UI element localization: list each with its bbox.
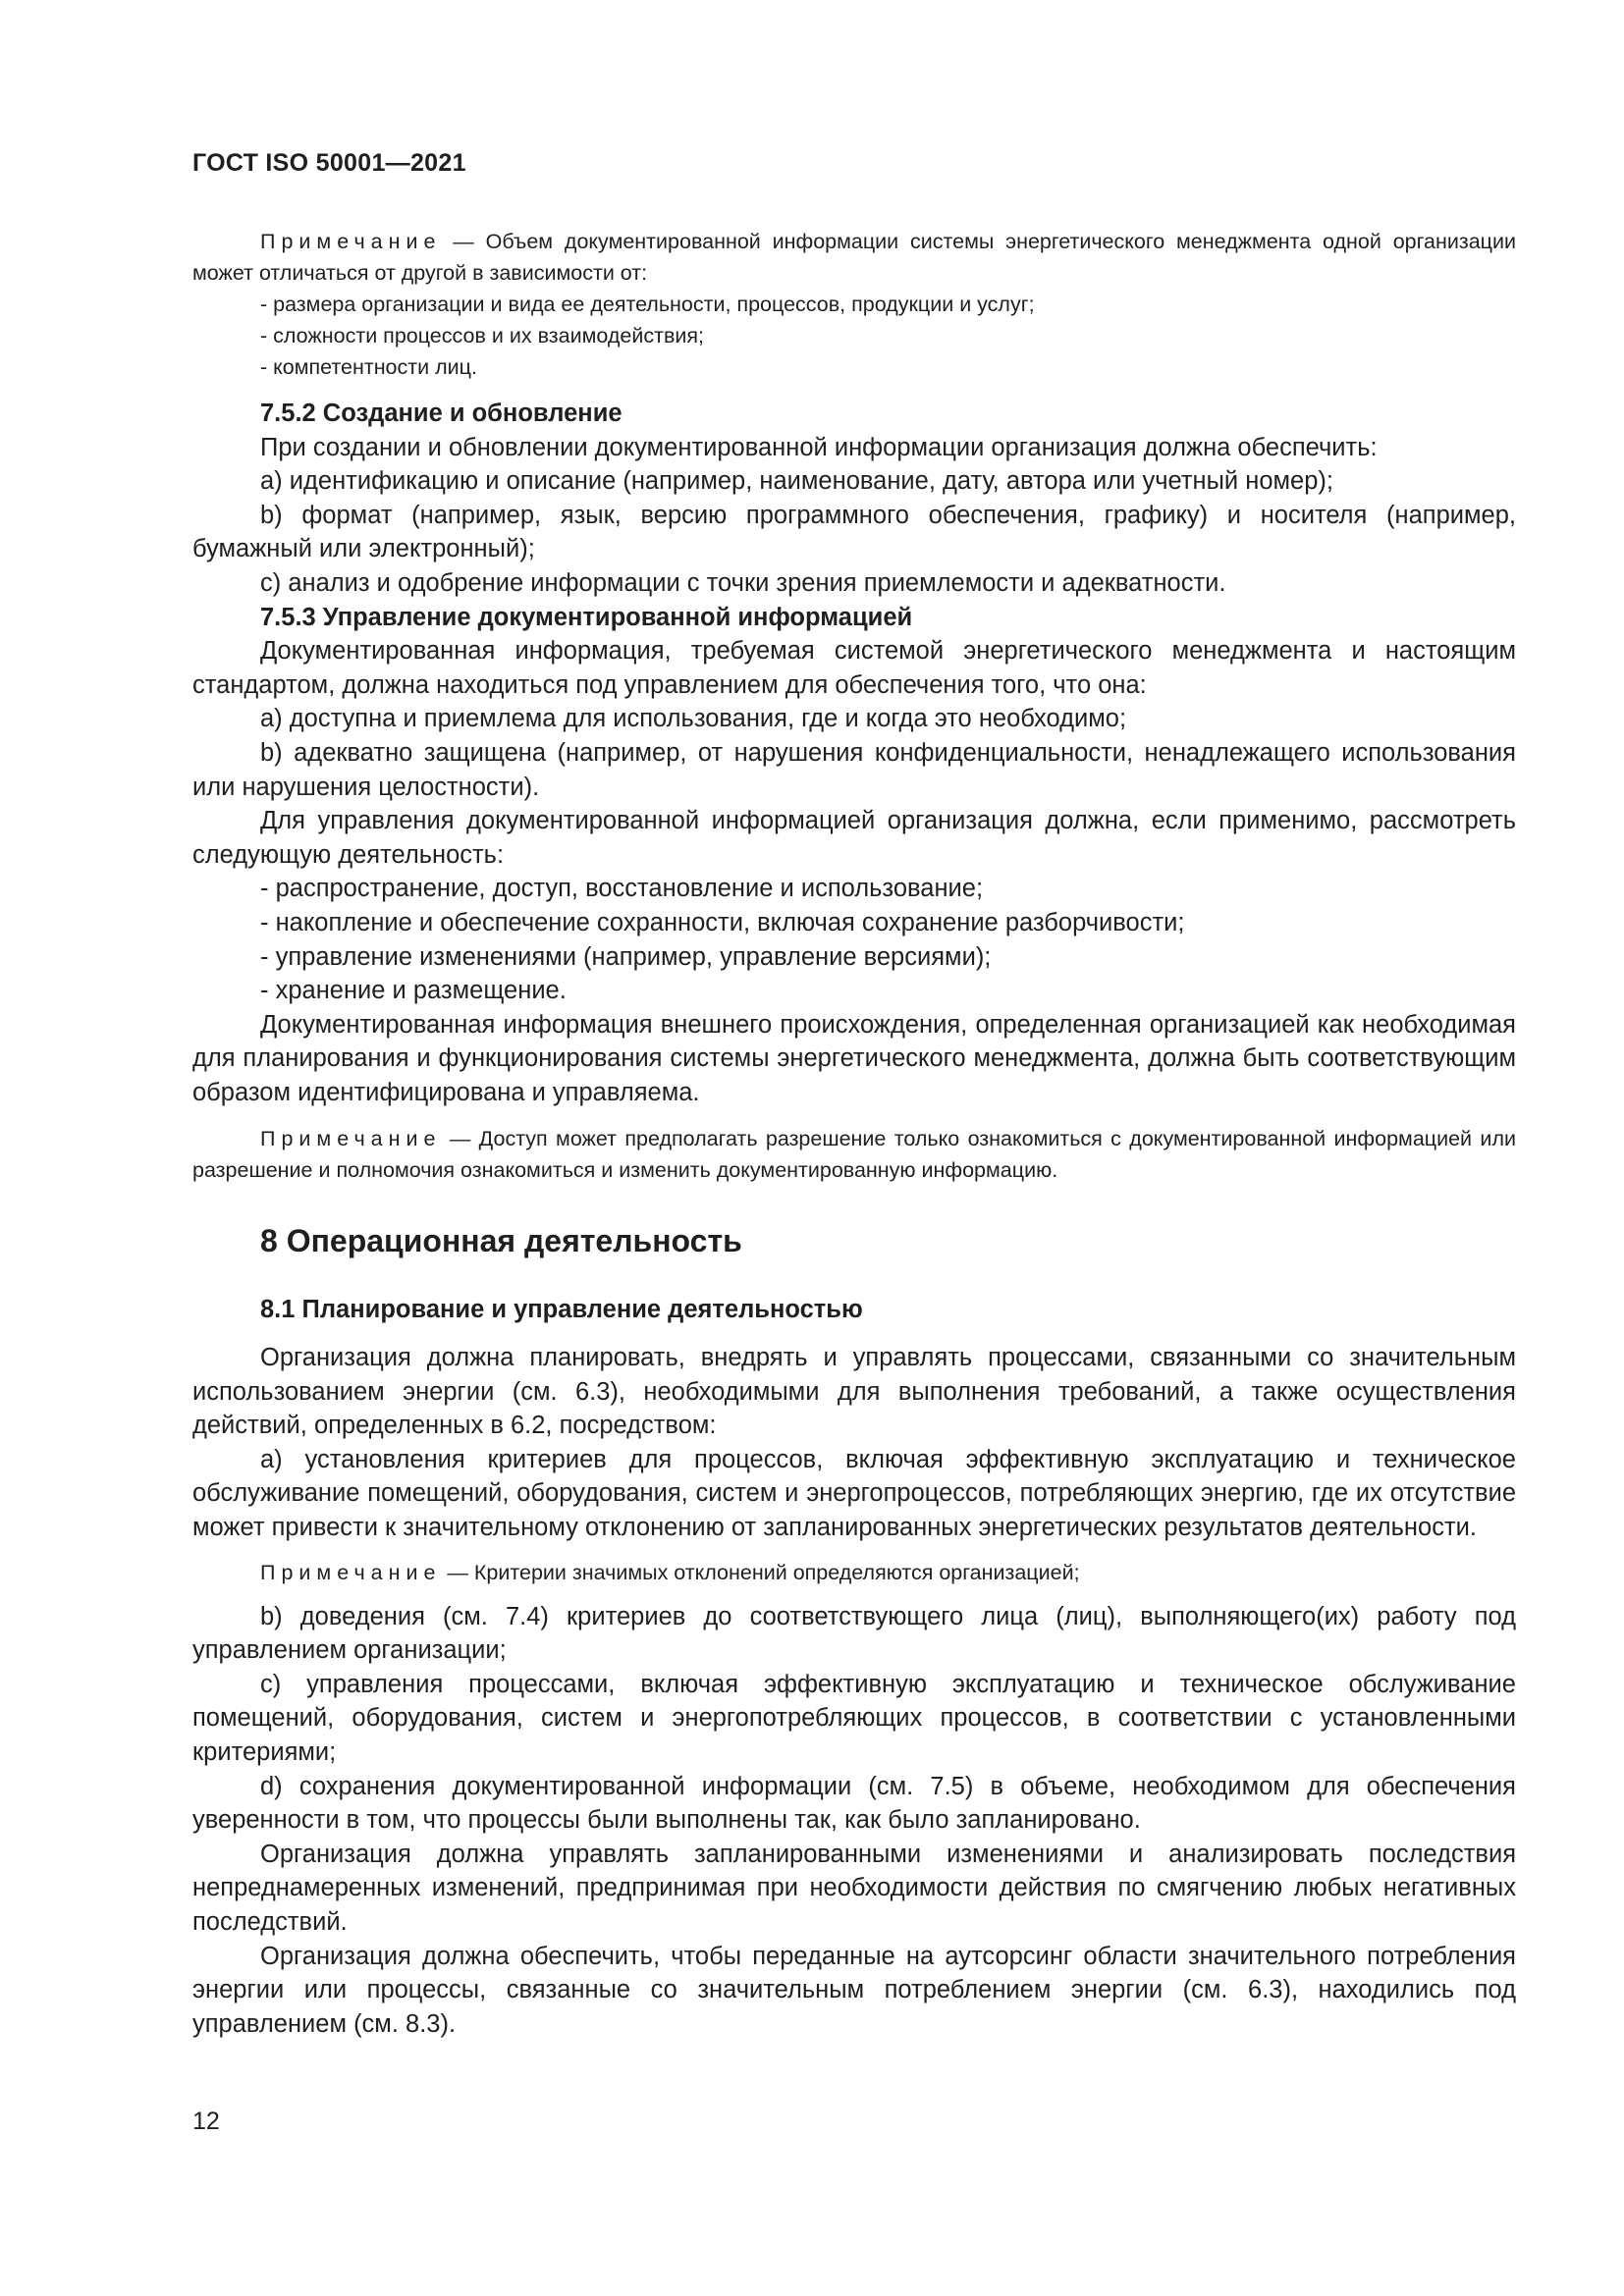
document-code: ГОСТ ISO 50001—2021 [192, 149, 466, 177]
page-body [192, 226, 1516, 2041]
note-text: — Доступ может предполагать разрешение только ознакомиться с документированной информацией или разрешение и полномочия ознакомиться и изменить документированную информацию. [192, 1127, 1516, 1183]
section-heading-8: 8 Операционная деятельность [260, 1223, 742, 1259]
list-item: a) доступна и приемлема для использования, где и когда это необходимо; [260, 705, 1127, 733]
note-label: Примечание [260, 1560, 442, 1584]
paragraph: Организация должна обеспечить, чтобы переданные на аутсорсинг области значительного потребления энергии или процессы, связанные со значительным потреблением энергии (см. 6.3), находились под управлением (см. 8.3). [192, 1942, 1516, 2038]
note-text: — Критерии значимых отклонений определяются организацией; [441, 1560, 1080, 1584]
note-paragraph [192, 226, 1516, 289]
paragraph: При создании и обновлении документированной информации организация должна обеспечить: [260, 433, 1378, 461]
note-text: — Объем документированной информации системы энергетического менеджмента одной организации может отличаться от другой в зависимости от: [192, 230, 1516, 285]
paragraph: Организация должна управлять запланированными изменениями и анализировать последствия непреднамеренных изменений, предпринимая при необходимости действия по смягчению любых негативных последствий. [192, 1840, 1516, 1936]
list-item: - накопление и обеспечение сохранности, включая сохранение разборчивости; [260, 908, 1185, 936]
list-item: а) установления критериев для процессов, включая эффективную эксплуатацию и техническое обслуживание помещений, оборудования, систем и энергопроцессов, потребляющих энергию, где их отсутствие может привести к значительному отклонению от запланированных энергетических результатов деятельности. [192, 1445, 1516, 1542]
list-item: - управление изменениями (например, управление версиями); [260, 942, 992, 971]
paragraph: Документированная информация, требуемая системой энергетического менеджмента и настоящим стандартом, должна находиться под управлением для обеспечения того, что она: [192, 637, 1516, 699]
list-item: - хранение и размещение. [260, 977, 567, 1005]
list-item: b) формат (например, язык, версию программного обеспечения, графику) и носителя (например, бумажный или электронный); [192, 501, 1516, 563]
note-label: Примечание [260, 1127, 442, 1151]
paragraph: Организация должна планировать, внедрять и управлять процессами, связанными со значительным использованием энергии (см. 6.3), необходимыми для выполнения требований, а также осуществления действий, определенных в 6.2, посредством: [192, 1344, 1516, 1440]
list-item: b) доведения (см. 7.4) критериев до соответствующего лица (лиц), выполняющего(их) работу под управлением организации; [192, 1602, 1516, 1665]
note-paragraph [192, 1123, 1516, 1186]
list-item: - распространение, доступ, восстановление и использование; [260, 875, 984, 903]
note-paragraph [192, 1557, 1516, 1588]
list-item: - размера организации и вида ее деятельности, процессов, продукции и услуг; [260, 293, 1035, 316]
page-number: 12 [192, 2108, 220, 2135]
subsection-heading-7-5-2: 7.5.2 Создание и обновление [260, 400, 623, 427]
subsection-heading-7-5-3: 7.5.3 Управление документированной информацией [260, 603, 913, 631]
list-item: a) идентификацию и описание (например, наименование, дату, автора или учетный номер); [260, 467, 1334, 496]
list-item: c) управления процессами, включая эффективную эксплуатацию и техническое обслуживание помещений, оборудования, систем и энергопотребляющих процессов, в соответствии с установленными критериями; [192, 1670, 1516, 1766]
note-label: Примечание [260, 230, 442, 253]
paragraph: Документированная информация внешнего происхождения, определенная организацией как необходимая для планирования и функционирования системы энергетического менеджмента, должна быть соответствующим образом идентифицирована и управляема. [192, 1010, 1516, 1106]
subsection-heading-8-1: 8.1 Планирование и управление деятельностью [260, 1296, 863, 1324]
paragraph: Для управления документированной информацией организация должна, если применимо, рассмотреть следующую деятельность: [192, 807, 1516, 869]
list-item: - сложности процессов и их взаимодействия; [260, 324, 705, 347]
list-item: - компетентности лиц. [260, 355, 477, 379]
list-item: b) адекватно защищена (например, от нарушения конфиденциальности, ненадлежащего использования или нарушения целостности). [192, 738, 1516, 801]
list-item: d) сохранения документированной информации (см. 7.5) в объеме, необходимом для обеспечения уверенности в том, что процессы были выполнены так, как было запланировано. [192, 1772, 1516, 1835]
list-item: c) анализ и одобрение информации с точки зрения приемлемости и адекватности. [260, 568, 1226, 597]
